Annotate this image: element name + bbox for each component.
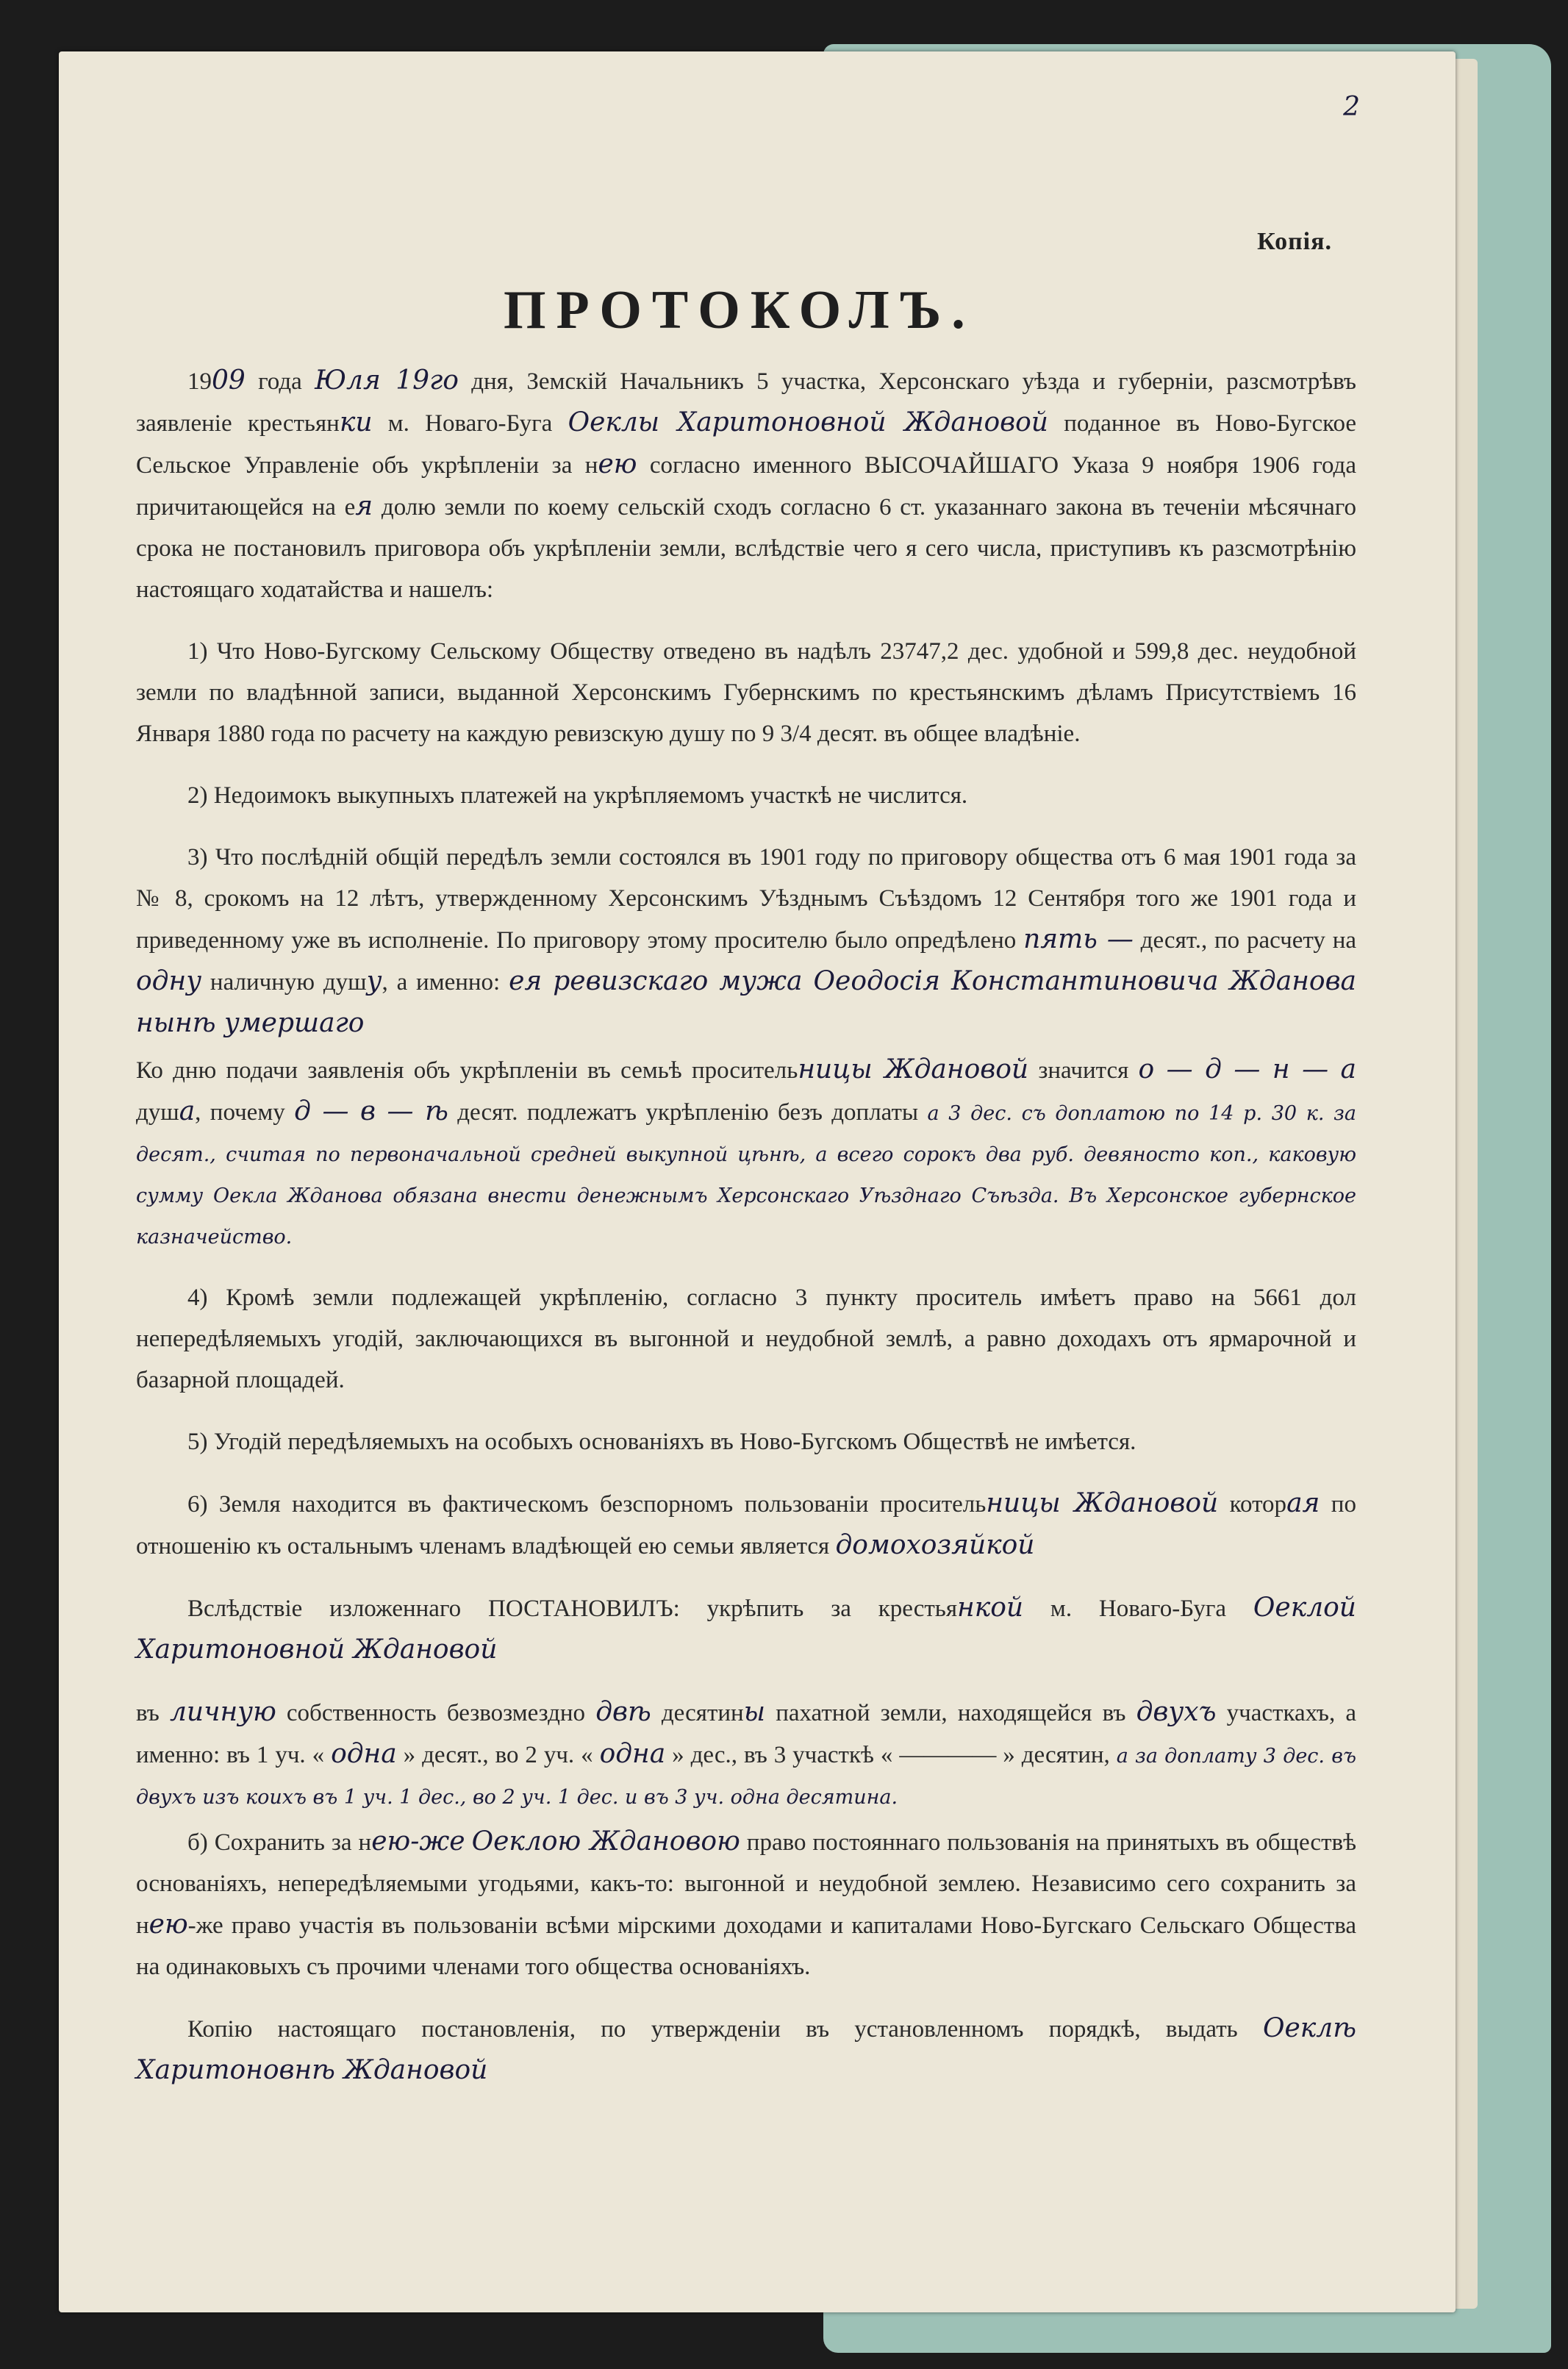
handwritten-recipient-name: Оеклѣ Харитоновнѣ Ждановой	[136, 2013, 1356, 2085]
land-allotment-paragraph: въ личную собственность безвозмездно двѣ десятины пахатной земли, находящейся въ двухъ участкахъ, а именно: въ 1 уч. « одна » десят., во 2 уч. « одна » дес., въ 3 участкѣ « ———— » десятин, а за доплату 3 дес. въ двухъ изъ коихъ въ 1 уч. 1 дес., во 2 уч. 1 дес. и въ 3 уч. одна десятина.	[136, 1697, 1357, 1809]
finding-6: 6) Земля находится въ фактическомъ безспорномъ пользованіи просительницы Ждановой которая по отношенію къ остальнымъ членамъ владѣющей ею семьи является домохозяйкой	[136, 1488, 1356, 1560]
finding-1: 1) Что Ново-Бугскому Сельскому Обществу отведено въ надѣлъ 23747,2 дес. удобной и 599,8 дес. неудобной земли по владѣнной записи, выданной Херсонскимъ Губернскимъ по крестьянскимъ дѣламъ Присутствіемъ 16 Января 1880 года по расчету на каждую ревизскую душу по 9 3/4 десят. въ общее владѣніе.	[136, 638, 1356, 747]
document-title: ПРОТОКОЛЪ.	[504, 280, 975, 340]
finding-5: 5) Угодій передѣляемыхъ на особыхъ основаніяхъ въ Ново-Бугскомъ Обществѣ не имѣется.	[187, 1429, 1136, 1455]
handwritten-year: 09	[212, 365, 246, 396]
handwritten-surcharge-note: а 3 дес. съ доплатою по 14 р. 30 к. за десят., считая по первоначальной средней выкупной цѣнѣ, а всего сорокъ два руб. девяносто коп., каковую сумму Оекла Жданова обязана внести денежнымъ Херсонскаго Уѣзднаго Съѣзда. Въ Херсонское губернское казначейство.	[136, 1102, 1356, 1248]
document-page	[59, 51, 1456, 2312]
resolution-paragraph: Вслѣдствіе изложеннаго ПОСТАНОВИЛЪ: укрѣпить за крестьянкой м. Новаго-Буга Оеклой Харитоновной Ждановой	[136, 1593, 1356, 1665]
document-body	[136, 360, 1356, 2096]
copy-label: Копія.	[1257, 228, 1332, 255]
handwritten-grantee-name: Оеклой Харитоновной Ждановой	[136, 1593, 1356, 1665]
handwritten-name: Оеклы Харитоновной Ждановой	[568, 407, 1048, 437]
handwritten-date: Юля 19го	[315, 365, 459, 396]
finding-3: 3) Что послѣдній общій передѣлъ земли состоялся въ 1901 году по приговору общества отъ 6 мая 1901 года за № 8, срокомъ на 12 лѣтъ, утвержденному Херсонскимъ Уѣзднымъ Съѣздомъ 12 Сентября того же 1901 года и приведенному уже въ исполненіе. По приговору этому просителю было опредѣлено пять — десят., по расчету на одну наличную душу, а именно: ея ревизскаго мужа Оеодосія Константиновича Жданова нынѣ умершаго	[136, 844, 1356, 1038]
finding-4: 4) Кромѣ земли подлежащей укрѣпленію, согласно 3 пункту проситель имѣетъ право на 5661 дол непередѣляемыхъ угодій, заключающихся въ выгонной и неудобной землѣ, а равно доходахъ отъ ярмарочной и базарной площадей.	[136, 1284, 1356, 1393]
page-number: 2	[1343, 92, 1360, 122]
household-paragraph: Ко дню подачи заявленія объ укрѣпленіи въ семьѣ просительницы Ждановой значится о — д — н — а душа, почему д — в — ѣ десят. подлежатъ укрѣпленію безъ доплаты а 3 дес. съ доплатою по 14 р. 30 к. за десят., считая по первоначальной средней выкупной цѣнѣ, а всего сорокъ два руб. девяносто коп., каковую сумму Оекла Жданова обязана внести денежнымъ Херсонскаго Уѣзднаго Съѣзда. Въ Херсонское губернское казначейство.	[136, 1054, 1356, 1248]
intro-paragraph: 1909 года Юля 19го дня, Земскій Начальникъ 5 участка, Херсонскаго уѣзда и губерніи, разсмотрѣвъ заявленіе крестьянки м. Новаго-Буга Оеклы Харитоновной Ждановой поданное въ Ново-Бугское Сельское Управленіе объ укрѣпленіи за нею согласно именного ВЫСОЧАЙШАГО Указа 9 ноября 1906 года причитающейся на ея долю земли по коему сельскій сходъ согласно 6 ст. указаннаго закона въ теченіи мѣсячнаго срока не постановилъ приговора объ укрѣпленіи земли, вслѣдствіе чего я сего числа, приступивъ къ разсмотрѣнію настоящаго ходатайства и нашелъ:	[136, 365, 1357, 603]
handwritten-plot-note: а за доплату 3 дес. въ двухъ изъ коихъ въ 1 уч. 1 дес., во 2 уч. 1 дес. и въ 3 уч. одна десятина.	[136, 1745, 1357, 1809]
usage-rights-paragraph: б) Сохранить за нею-же Оеклою Ждановою право постояннаго пользованія на принятыхъ въ обществѣ основаніяхъ, непередѣляемыми угодьями, какъ-то: выгонной и неудобной землею. Независимо сего сохранить за нею-же право участія въ пользованіи всѣми мірскими доходами и капиталами Ново-Бугскаго Сельскаго Общества на одинаковыхъ съ прочими членами того общества основаніяхъ.	[136, 1826, 1357, 1980]
copy-issue-paragraph: Копію настоящаго постановленія, по утвержденіи въ установленномъ порядкѣ, выдать Оеклѣ Харитоновнѣ Ждановой	[136, 2013, 1356, 2085]
finding-2: 2) Недоимокъ выкупныхъ платежей на укрѣпляемомъ участкѣ не числится.	[187, 782, 968, 809]
